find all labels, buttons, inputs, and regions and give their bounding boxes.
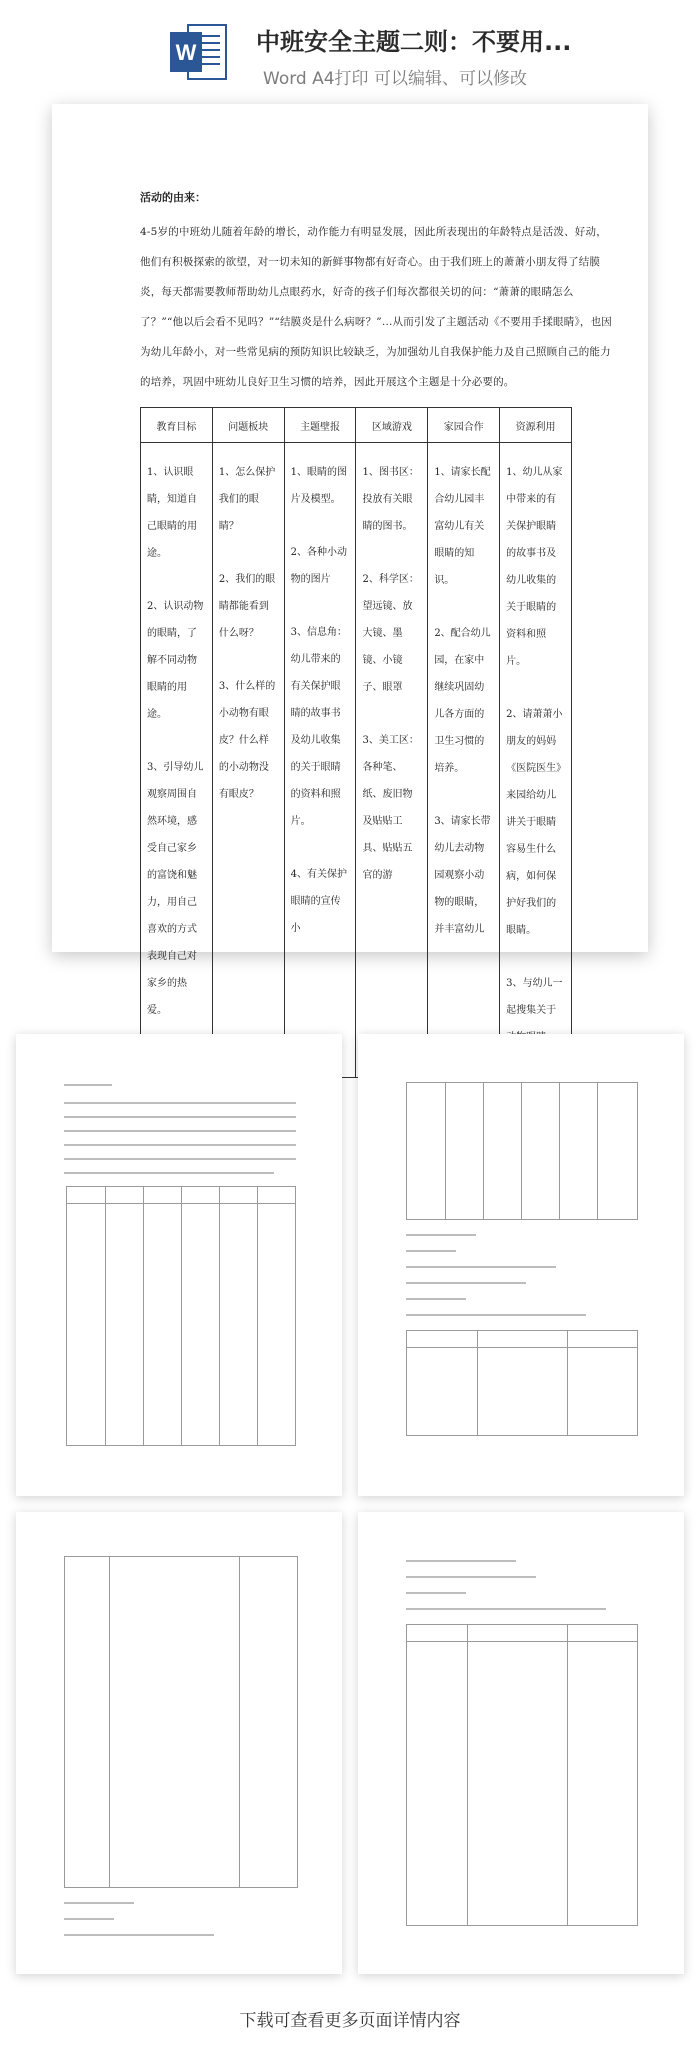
thumb-table xyxy=(64,1556,298,1888)
thumb-text-line xyxy=(64,1116,296,1118)
table-header-cell: 问题板块 xyxy=(212,408,284,443)
download-more-text[interactable]: 下载可查看更多页面详情内容 xyxy=(239,2011,461,2031)
doc-paragraph: 4-5岁的中班幼儿随着年龄的增长，动作能力有明显发展，因此所表现出的年龄特点是活泼、好动，他们有积极探索的欲望，对一切未知的新鲜事物都有好奇心。由于我们班上的萧萧小朋友得了结膜炎，每天都需要教师帮助幼儿点眼药水，好奇的孩子们每次都很关切的问：“萧萧的眼睛怎么了？”“他以后会看不见吗？”“结膜炎是什么病呀？”…从而引发了主题活动《不要用手揉眼睛》，也因为幼儿年龄小，对一些常见病的预防知识比较缺乏，为加强幼儿自我保护能力及自己照顾自己的能力的培养，巩固中班幼儿良好卫生习惯的培养，因此开展这个主题是十分必要的。 xyxy=(140,226,612,388)
header xyxy=(0,0,700,100)
document-content xyxy=(140,189,616,1078)
thumb-text-line xyxy=(64,1144,296,1146)
thumb-table-col xyxy=(567,1331,568,1435)
thumb-text-line xyxy=(64,1130,296,1132)
page-title: 中班安全主题二则：不要用... xyxy=(256,28,572,56)
cell-item: 1、幼儿从家中带来的有关保护眼睛的故事书及幼儿收集的关于眼睛的资料和照片。 xyxy=(506,467,563,667)
table-header-cell: 资源利用 xyxy=(500,408,572,443)
table-cell-questions xyxy=(212,443,284,1078)
thumb-text-line xyxy=(406,1266,556,1268)
thumb-table-col xyxy=(483,1083,484,1219)
cell-item: 2、科学区：望远镜、放大镜、墨镜、小镜子、眼罩 xyxy=(362,574,419,693)
cell-item: 3、美工区：各种笔、纸、废旧物及贴贴工具、贴贴五官的游 xyxy=(362,735,419,881)
cell-item: 3、信息角：幼儿带来的有关保护眼睛的故事书及幼儿收集的关于眼睛的资料和照片。 xyxy=(290,627,348,827)
thumb-text-line xyxy=(64,1902,134,1904)
table-cell-goals xyxy=(141,443,213,1078)
cell-item: 1、请家长配合幼儿园丰富幼儿有关眼睛的知识。 xyxy=(434,467,491,586)
thumb-text-line xyxy=(64,1102,296,1104)
thumb-table-col xyxy=(477,1331,478,1435)
cell-item: 3、请家长带幼儿去动物园观察小动物的眼睛，并丰富幼儿 xyxy=(434,816,491,935)
table-header-row xyxy=(141,408,572,443)
table-row xyxy=(141,443,572,1078)
thumb-text-line xyxy=(64,1172,274,1174)
thumb-text-line xyxy=(64,1934,214,1936)
table-cell-area-games xyxy=(356,443,428,1078)
thumb-table-col xyxy=(445,1083,446,1219)
table-cell-home-coop xyxy=(428,443,500,1078)
cell-item: 1、眼睛的图片及模型。 xyxy=(290,467,348,505)
thumb-table-col xyxy=(105,1187,106,1445)
table-header-cell: 主题壁报 xyxy=(284,408,356,443)
table-cell-resources xyxy=(500,443,572,1078)
page-subtitle: Word A4打印 可以编辑、可以修改 xyxy=(263,69,527,89)
table-cell-wall xyxy=(284,443,356,1078)
thumb-table-col xyxy=(521,1083,522,1219)
thumb-table-col xyxy=(143,1187,144,1445)
cell-item: 1、认识眼睛，知道自己眼睛的用途。 xyxy=(147,467,197,559)
thumb-table-col xyxy=(559,1083,560,1219)
cell-item: 3、引导幼儿观察周围自然环境，感受自己家乡的富饶和魅力，用自己喜欢的方式表现自己对家乡的热爱。 xyxy=(147,762,204,1016)
cell-item: 3、什么样的小动物有眼皮？什么样的小动物没有眼皮？ xyxy=(218,681,276,800)
thumb-table-header-line xyxy=(407,1641,637,1642)
doc-heading: 活动的由来： xyxy=(140,191,206,204)
thumb-table-col xyxy=(257,1187,258,1445)
page-thumbnail-4[interactable] xyxy=(358,1512,684,1974)
cell-item: 1、图书区：投放有关眼睛的图书。 xyxy=(362,467,419,532)
thumb-text-line xyxy=(406,1314,586,1316)
thumb-table xyxy=(406,1082,638,1220)
page-thumbnail-3[interactable] xyxy=(16,1512,342,1974)
word-icon-letter: W xyxy=(175,40,197,65)
thumb-text-line xyxy=(406,1592,466,1594)
thumb-text-line xyxy=(64,1158,296,1160)
cell-item: 1、怎么保护我们的眼睛？ xyxy=(218,467,276,532)
cell-item: 4、有关保护眼睛的宣传小 xyxy=(290,869,348,934)
thumb-table xyxy=(406,1624,638,1926)
thumb-text-line xyxy=(406,1234,476,1236)
thumb-table-col xyxy=(109,1557,110,1887)
table-header-cell: 家园合作 xyxy=(428,408,500,443)
thumb-table-col xyxy=(467,1625,468,1925)
thumb-table-col xyxy=(219,1187,220,1445)
thumb-table-col xyxy=(239,1557,240,1887)
thumb-table-header-line xyxy=(407,1347,637,1348)
word-doc-icon xyxy=(168,22,228,82)
cell-item: 2、我们的眼睛都能看到什么呀？ xyxy=(218,574,276,639)
thumb-text-line xyxy=(406,1250,456,1252)
thumb-text-line xyxy=(64,1084,112,1086)
page-thumbnail-1[interactable] xyxy=(16,1034,342,1496)
thumb-table xyxy=(406,1330,638,1436)
cell-item: 2、配合幼儿园，在家中继续巩固幼儿各方面的卫生习惯的培养。 xyxy=(434,628,491,774)
thumb-table-col xyxy=(597,1083,598,1219)
thumb-table-col xyxy=(567,1625,568,1925)
cell-item: 2、认识动物的眼睛，了解不同动物眼睛的用途。 xyxy=(147,601,204,720)
thumb-text-line xyxy=(64,1918,114,1920)
thumb-text-line xyxy=(406,1608,606,1610)
table-header-cell: 教育目标 xyxy=(141,408,213,443)
cell-item: 3、与幼儿一起搜集关于 xyxy=(506,978,563,1016)
page-thumbnail-2[interactable] xyxy=(358,1034,684,1496)
thumb-text-line xyxy=(406,1576,536,1578)
thumb-table-col xyxy=(181,1187,182,1445)
cell-item: 2、各种小动物的图片 xyxy=(290,547,348,585)
thumb-text-line xyxy=(406,1298,466,1300)
table-header-cell: 区域游戏 xyxy=(356,408,428,443)
thumb-text-line xyxy=(406,1282,526,1284)
thumb-table xyxy=(66,1186,296,1446)
curriculum-table xyxy=(140,407,572,1078)
thumb-text-line xyxy=(406,1560,516,1562)
document-preview-page[interactable] xyxy=(52,104,648,1016)
cell-item: 2、请萧萧小朋友的妈妈《医院医生》来园给幼儿讲关于眼睛容易生什么病，如何保护好我们的眼睛。 xyxy=(506,709,563,936)
